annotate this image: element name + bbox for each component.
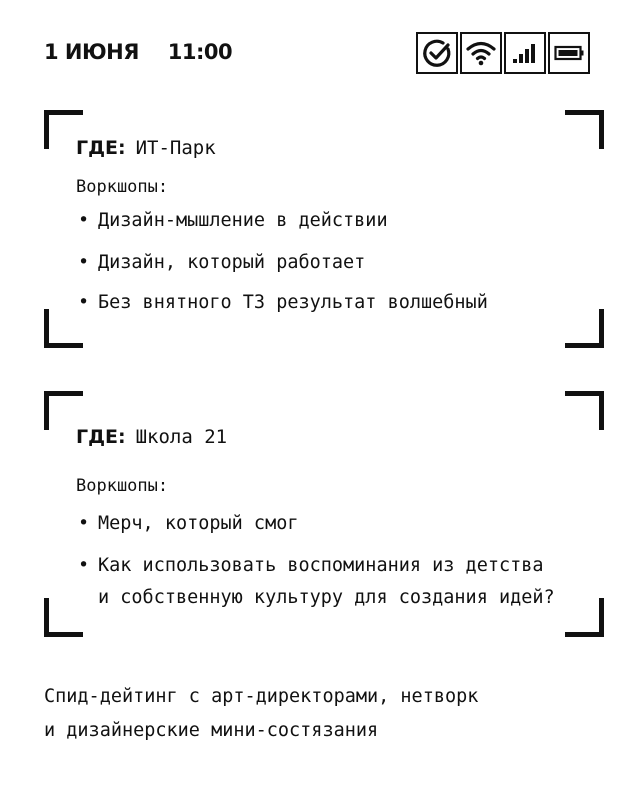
- time: 11:00: [167, 40, 233, 64]
- workshop-item-continuation: и собственную культуру для создания идей?: [98, 587, 555, 608]
- date-time: [44, 40, 232, 64]
- frame-corner: [565, 391, 604, 430]
- workshop-item: • Как использовать воспоминания из детства: [76, 555, 544, 576]
- workshop-item: • Мерч, который смог: [76, 513, 298, 534]
- workshops-title: Воркшопы:: [76, 476, 169, 496]
- frame-corner: [565, 309, 604, 348]
- event-location: [76, 426, 227, 448]
- where-label: ГДЕ:: [76, 137, 126, 159]
- event-card: [44, 110, 604, 348]
- workshop-item: • Без внятного ТЗ результат волшебный: [76, 292, 488, 313]
- frame-corner: [44, 391, 83, 430]
- check-circle-icon: [416, 32, 458, 74]
- wifi-icon: [460, 32, 502, 74]
- footer-text: [44, 680, 478, 748]
- battery-icon: [548, 32, 590, 74]
- event-card: [44, 391, 604, 637]
- status-bar: [0, 0, 640, 100]
- frame-corner: [44, 309, 83, 348]
- footer-line: Спид-дейтинг с арт-директорами, нетворк: [44, 686, 479, 707]
- date: 1 ИЮНЯ: [44, 40, 139, 64]
- footer-line: и дизайнерские мини-состязания: [44, 720, 379, 741]
- workshop-item: • Дизайн-мышление в действии: [76, 210, 388, 231]
- place-name: ИТ-Парк: [135, 137, 216, 159]
- place-name: Школа 21: [135, 426, 228, 448]
- workshops-title: Воркшопы:: [76, 177, 169, 197]
- signal-icon: [504, 32, 546, 74]
- where-label: ГДЕ:: [76, 426, 126, 448]
- frame-corner: [565, 598, 604, 637]
- status-icons: [416, 32, 590, 74]
- event-location: [76, 137, 216, 159]
- workshop-item: • Дизайн, который работает: [76, 252, 365, 273]
- frame-corner: [565, 110, 604, 149]
